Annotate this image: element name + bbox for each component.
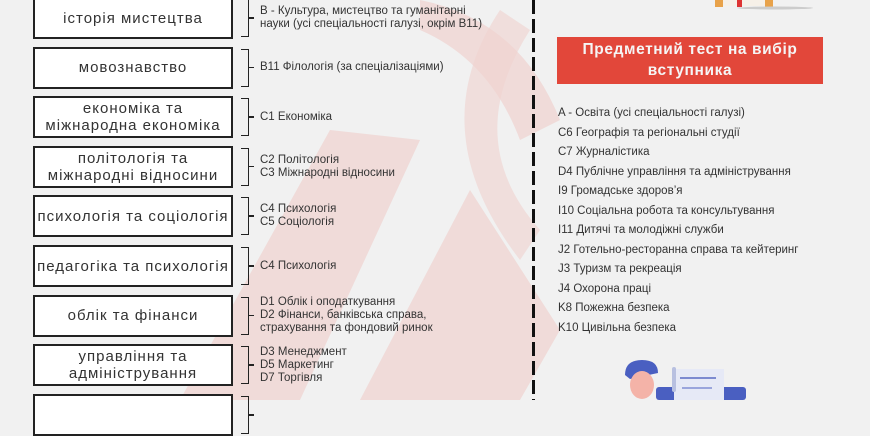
bracket [241, 0, 249, 37]
bracket [241, 197, 249, 235]
field-box [33, 146, 233, 188]
field-box [33, 47, 233, 89]
specialties-text: B11 Філологія (за спеціалізаціями) [260, 61, 444, 74]
specialties-text: D3 Менеджмент D5 Маркетинг D7 Торгівля [260, 345, 347, 384]
subject-test-header: Предметний тест на вибір вступника [557, 37, 823, 84]
list-item: A - Освіта (усі спеціальності галузі) [558, 107, 745, 119]
specialties-text: C2 Політологія C3 Міжнародні відносини [260, 153, 395, 179]
bracket [241, 247, 249, 285]
field-label: історія мистецтва [63, 9, 203, 27]
bracket [241, 297, 249, 335]
specialties-text: C1 Економіка [260, 110, 333, 123]
field-box [33, 195, 233, 237]
specialties-text: C4 Психологія C5 Соціологія [260, 203, 337, 229]
list-item: I10 Соціальна робота та консультування [558, 204, 775, 217]
bracket [241, 396, 249, 434]
list-item: C6 Географія та регіональні студії [558, 126, 740, 139]
subject-test-list [558, 106, 798, 340]
list-item: K10 Цивільна безпека [558, 321, 677, 334]
field-label: мовознавство [78, 59, 188, 77]
field-box [33, 344, 233, 386]
field-box [33, 0, 233, 39]
bracket [241, 346, 249, 384]
list-item: C7 Журналістика [558, 146, 650, 158]
list-item: D4 Публічне управління та адміністрування [558, 165, 791, 178]
field-label: управління та адміністрування [68, 348, 198, 383]
field-label: облік та фінанси [67, 307, 199, 325]
specialties-text: B - Культура, мистецтво та гуманітарні науки (усі спеціальності галузі, окрім B11) [260, 5, 483, 30]
field-label: політологія та міжнародні відносини [47, 149, 219, 184]
student-illustration [620, 355, 760, 400]
list-item: J4 Охорона праці [558, 282, 652, 295]
specialties-text: C4 Психологія [260, 259, 337, 272]
diploma-illustration [715, 0, 815, 10]
field-box [33, 394, 233, 436]
list-item: J2 Готельно-ресторанна справа та кейтеринг [558, 243, 799, 256]
list-item: K8 Пожежна безпека [558, 302, 670, 314]
field-box [33, 295, 233, 337]
divider-dashed-line [532, 0, 535, 400]
list-item: I9 Громадське здоров’я [558, 185, 683, 197]
field-label: психологія та соціологія [37, 207, 229, 225]
field-label: педагогіка та психологія [37, 257, 229, 275]
list-item: I11 Дитячі та молодіжні служби [558, 224, 724, 236]
bracket [241, 148, 249, 186]
bracket [241, 98, 249, 136]
field-box [33, 96, 233, 138]
bracket [241, 49, 249, 87]
field-label: економіка та міжнародна економіка [45, 100, 221, 135]
field-box [33, 245, 233, 287]
list-item: J3 Туризм та рекреація [558, 263, 682, 275]
specialties-text: D1 Облік і оподаткування D2 Фінанси, банківська справа, страхування та фондовий ринок [260, 296, 433, 335]
